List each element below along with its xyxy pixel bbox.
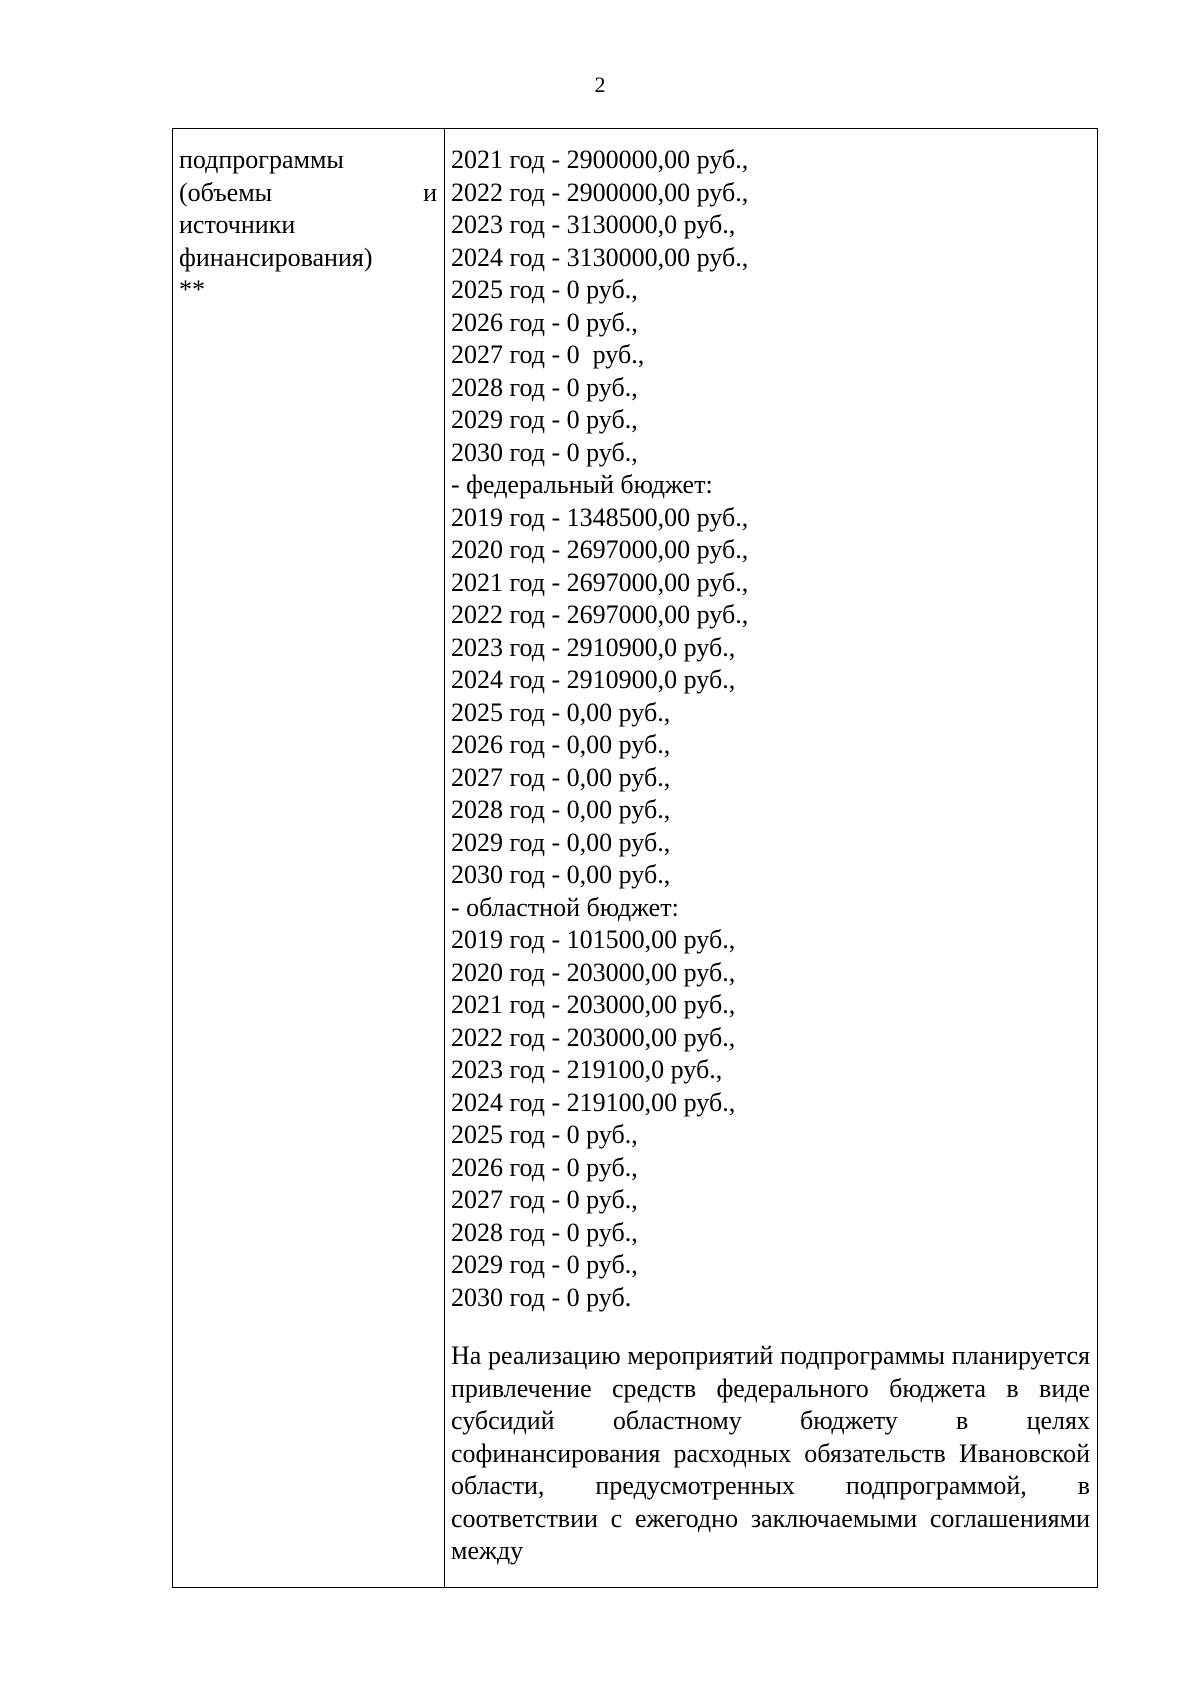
funding-line: 2024 год - 2910900,0 руб., bbox=[451, 665, 736, 694]
funding-line: 2027 год - 0,00 руб., bbox=[451, 762, 671, 792]
label-line bbox=[179, 177, 437, 210]
funding-line: 2024 год - 219100,00 руб., bbox=[451, 1087, 736, 1117]
funding-line: 2026 год - 0 руб., bbox=[451, 307, 638, 337]
funding-line: 2019 год - 101500,00 руб., bbox=[451, 925, 736, 954]
funding-line: 2029 год - 0 руб., bbox=[451, 1250, 638, 1279]
funding-line: 2020 год - 203000,00 руб., bbox=[451, 957, 736, 987]
label-word: (объемы bbox=[179, 177, 273, 207]
funding-line: 2021 год - 2697000,00 руб., bbox=[451, 567, 749, 597]
funding-line: 2020 год - 2697000,00 руб., bbox=[451, 535, 749, 564]
funding-row bbox=[173, 129, 1098, 1588]
page-number: 2 bbox=[594, 72, 606, 97]
budget-source-heading: - областной бюджет: bbox=[451, 892, 679, 922]
funding-line: 2021 год - 203000,00 руб., bbox=[451, 990, 736, 1019]
funding-table bbox=[172, 128, 1098, 1588]
funding-line: 2021 год - 2900000,00 руб., bbox=[451, 145, 749, 174]
label-line: источники bbox=[179, 210, 296, 239]
funding-line: 2030 год - 0 руб. bbox=[451, 1282, 632, 1312]
budget-source-heading: - федеральный бюджет: bbox=[451, 470, 713, 499]
funding-line: 2027 год - 0 руб., bbox=[451, 340, 645, 369]
funding-values-cell bbox=[445, 129, 1098, 1588]
label-line: финансирования) bbox=[179, 242, 373, 272]
funding-line: 2022 год - 203000,00 руб., bbox=[451, 1022, 736, 1052]
funding-line: 2028 год - 0,00 руб., bbox=[451, 795, 671, 824]
funding-line: 2019 год - 1348500,00 руб., bbox=[451, 502, 749, 532]
funding-lines bbox=[451, 144, 1090, 1314]
funding-line: 2023 год - 3130000,0 руб., bbox=[451, 210, 736, 239]
label-footnote-mark: ** bbox=[179, 275, 205, 304]
label-conjunction: и bbox=[423, 177, 437, 207]
funding-line: 2030 год - 0 руб., bbox=[451, 437, 638, 467]
funding-note-paragraph: На реализацию мероприятий подпрограммы планируется привлечение средств федерального бюджета в виде субсидий областному бюджету в целях софинансирования расходных обязательств Ивановской области, предусмотренных подпрограммой, в соответствии с ежегодно заключаемыми соглашениями между bbox=[451, 1341, 1090, 1565]
funding-line: 2026 год - 0,00 руб., bbox=[451, 730, 671, 759]
funding-line: 2022 год - 2900000,00 руб., bbox=[451, 177, 749, 207]
funding-line: 2027 год - 0 руб., bbox=[451, 1185, 638, 1214]
funding-line: 2025 год - 0 руб., bbox=[451, 275, 638, 304]
row-label-cell bbox=[173, 129, 445, 1588]
funding-line: 2023 год - 2910900,0 руб., bbox=[451, 632, 736, 662]
funding-line: 2030 год - 0,00 руб., bbox=[451, 860, 671, 889]
funding-line: 2028 год - 0 руб., bbox=[451, 372, 638, 402]
funding-line: 2025 год - 0,00 руб., bbox=[451, 697, 671, 727]
funding-line: 2026 год - 0 руб., bbox=[451, 1152, 638, 1182]
funding-line: 2029 год - 0,00 руб., bbox=[451, 827, 671, 857]
funding-line: 2024 год - 3130000,00 руб., bbox=[451, 242, 749, 272]
funding-line: 2025 год - 0 руб., bbox=[451, 1120, 638, 1149]
funding-line: 2022 год - 2697000,00 руб., bbox=[451, 600, 749, 629]
funding-line: 2028 год - 0 руб., bbox=[451, 1217, 638, 1247]
funding-line: 2023 год - 219100,0 руб., bbox=[451, 1055, 723, 1084]
funding-line: 2029 год - 0 руб., bbox=[451, 405, 638, 434]
label-line: подпрограммы bbox=[179, 145, 344, 174]
